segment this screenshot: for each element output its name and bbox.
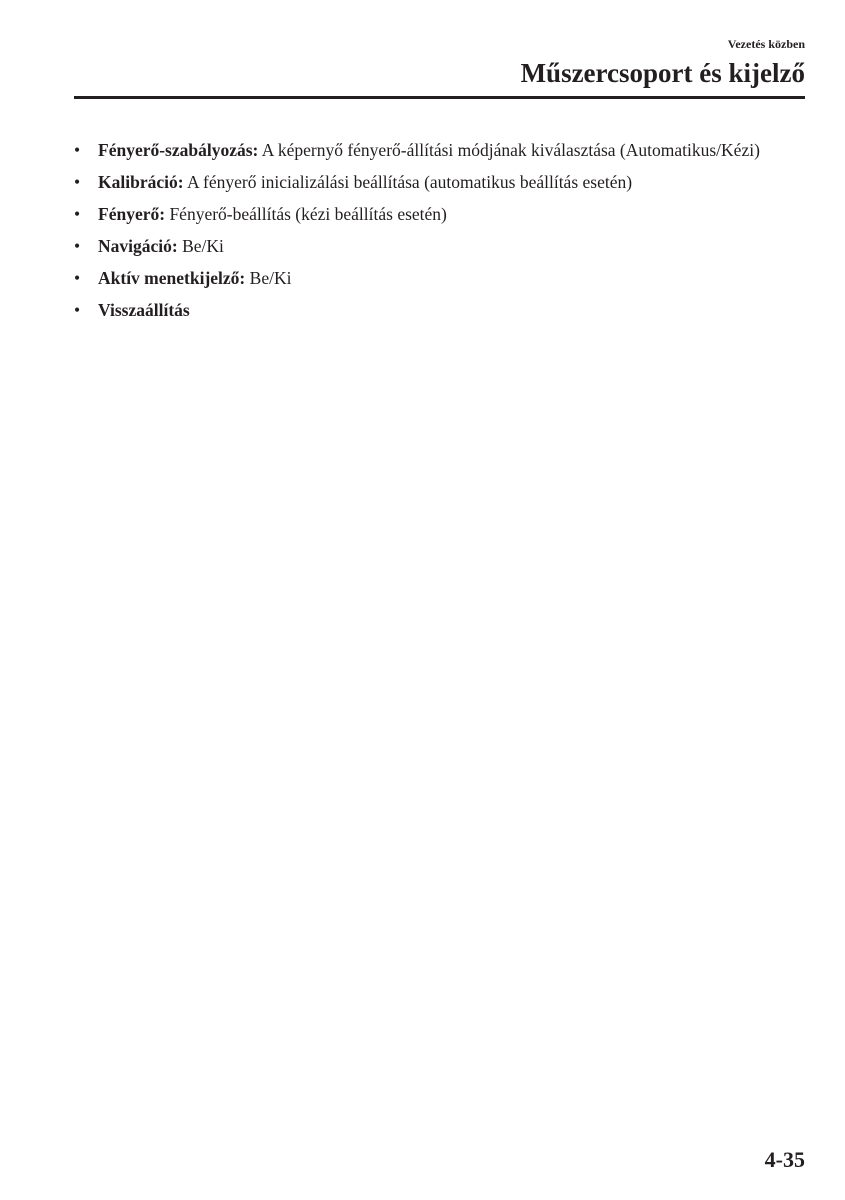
- bullet-icon: •: [74, 140, 81, 160]
- section-title: Vezetés közben: [727, 37, 805, 51]
- item-text: Be/Ki: [177, 236, 224, 256]
- page-title: Műszercsoport és kijelző: [520, 58, 805, 88]
- item-label: Fényerő-szabályozás:: [98, 140, 259, 160]
- item-label: Fényerő:: [98, 204, 166, 224]
- bullet-icon: •: [74, 172, 81, 192]
- item-text: A képernyő fényerő-állítási módjának kiválasztása (Automatikus/Kézi): [258, 140, 760, 160]
- item-label: Aktív menetkijelző:: [98, 268, 246, 288]
- bullet-icon: •: [74, 268, 81, 288]
- list-item: [74, 139, 774, 162]
- page-number: 4-35: [764, 1147, 805, 1172]
- item-text: A fényerő inicializálási beállítása (automatikus beállítás esetén): [183, 172, 633, 192]
- item-label: Visszaállítás: [98, 300, 190, 320]
- settings-list: [74, 139, 774, 331]
- bullet-icon: •: [74, 236, 81, 256]
- header-rule: [74, 96, 805, 99]
- list-item: [74, 171, 774, 194]
- list-item: [74, 235, 774, 258]
- list-item: [74, 267, 774, 290]
- item-text: Be/Ki: [245, 268, 292, 288]
- item-text: Fényerő-beállítás (kézi beállítás esetén): [165, 204, 447, 224]
- bullet-icon: •: [74, 204, 81, 224]
- item-label: Navigáció:: [98, 236, 178, 256]
- item-label: Kalibráció:: [98, 172, 184, 192]
- bullet-icon: •: [74, 300, 81, 320]
- list-item: [74, 203, 774, 226]
- list-item: [74, 299, 774, 322]
